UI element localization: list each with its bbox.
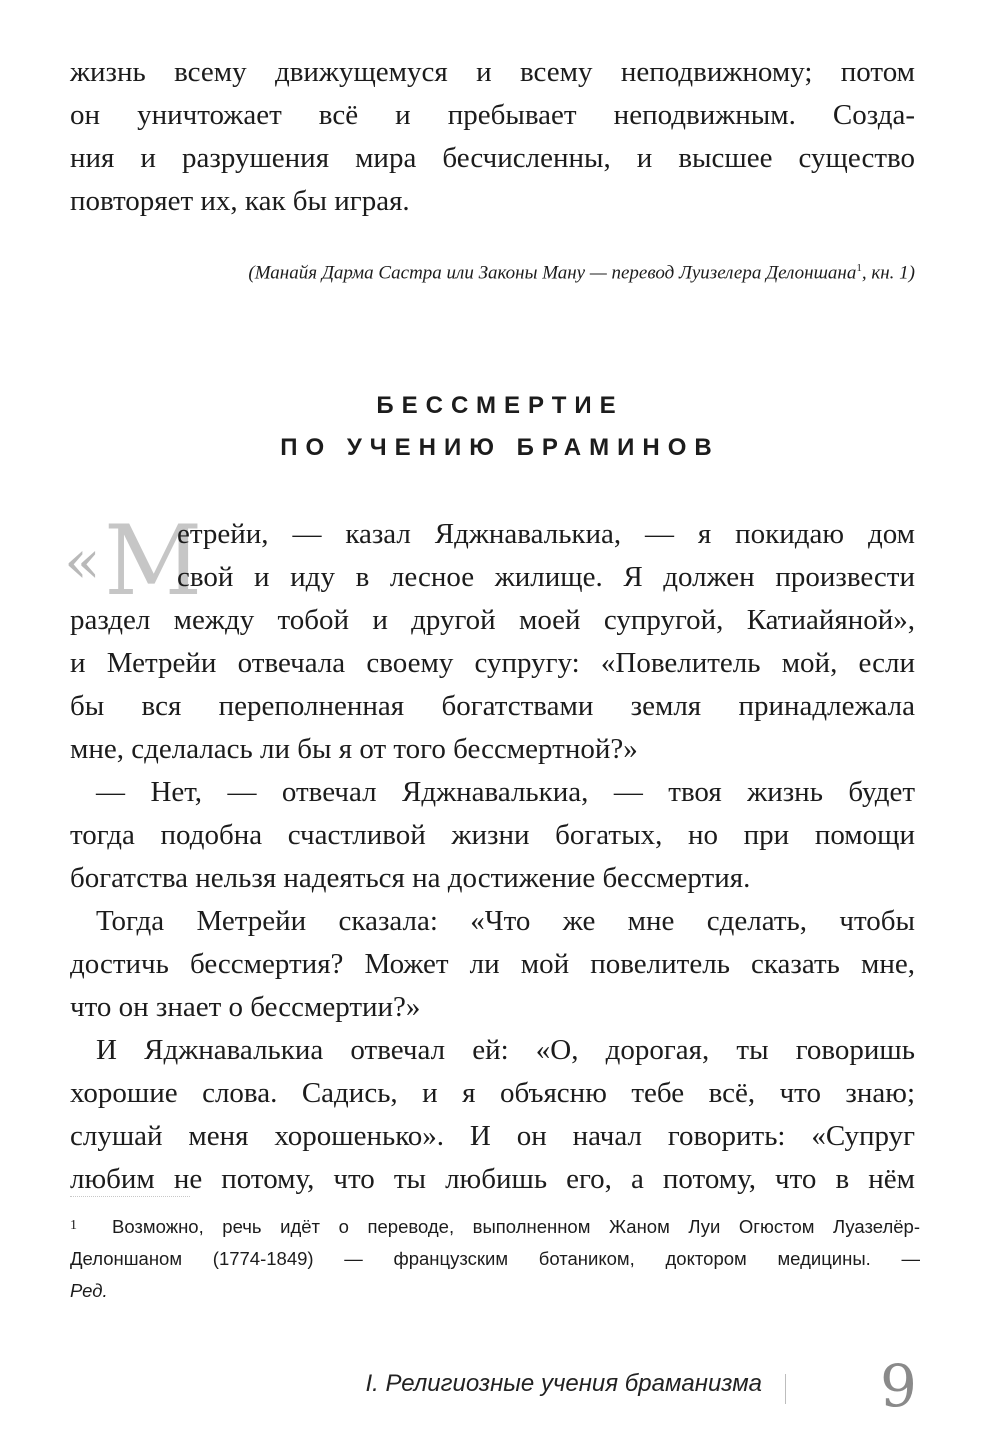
- paragraph-line: достичь бессмертия? Может ли мой повелитель сказать мне,: [70, 948, 915, 980]
- paragraph-line: етрейи, — казал Яджнавалькиа, — я покидаю дом: [177, 518, 915, 550]
- paragraph-line: Тогда Метрейи сказала: «Что же мне сделать, чтобы: [96, 905, 915, 937]
- footer-divider: [785, 1374, 786, 1404]
- footnote-line: Делоншаном (1774-1849) — французским ботаником, доктором медицины. —: [70, 1248, 920, 1269]
- paragraph-line: ния и разрушения мира бесчисленны, и высшее существо: [70, 142, 915, 174]
- paragraph-line: что он знает о бессмертии?»: [70, 991, 421, 1023]
- paragraph-line: тогда подобна счастливой жизни богатых, но при помощи: [70, 819, 915, 851]
- paragraph-line: повторяет их, как бы играя.: [70, 185, 410, 217]
- paragraph-line: мне, сделалась ли бы я от того бессмертной?»: [70, 733, 638, 765]
- paragraph-line: слушай меня хорошенько». И он начал говорить: «Супруг: [70, 1120, 915, 1152]
- running-title: I. Религиозные учения браманизма: [365, 1370, 762, 1397]
- paragraph-line: свой и иду в лесное жилище. Я должен произвести: [177, 561, 915, 593]
- page-number: 9: [880, 1352, 917, 1420]
- citation-text: (Манайя Дарма Састра или Законы Ману — перевод Луизелера Делоншана: [248, 262, 857, 284]
- paragraph-line: бы вся переполненная богатствами земля принадлежала: [70, 690, 915, 722]
- paragraph-line: жизнь всему движущемуся и всему неподвижному; потом: [70, 56, 915, 88]
- footnote-ref: 1: [856, 262, 862, 274]
- section-heading-line-2: ПО УЧЕНИЮ БРАМИНОВ: [280, 434, 720, 461]
- paragraph-line: раздел между тобой и другой моей супругой, Катиайяной»,: [70, 604, 915, 636]
- paragraph-line: богатства нельзя надеяться на достижение бессмертия.: [70, 862, 751, 894]
- section-heading-line-1: БЕССМЕРТИЕ: [376, 392, 624, 419]
- paragraph-line: — Нет, — отвечал Яджнавалькиа, — твоя жизнь будет: [96, 776, 915, 808]
- paragraph-line: он уничтожает всё и пребывает неподвижным. Созда-: [70, 99, 915, 131]
- footnote-line: Возможно, речь идёт о переводе, выполненном Жаном Луи Огюстом Луазелёр-: [112, 1216, 920, 1237]
- paragraph-line: и Метрейи отвечала своему супругу: «Повелитель мой, если: [70, 647, 915, 679]
- citation-tail: , кн. 1): [861, 262, 915, 284]
- drop-cap-letter: М: [104, 505, 203, 617]
- drop-cap: [64, 505, 203, 617]
- paragraph-line: И Яджнавалькиа отвечал ей: «О, дорогая, ты говоришь: [96, 1034, 915, 1066]
- paragraph-line: любим не потому, что ты любишь его, а потому, что в нём: [70, 1163, 915, 1195]
- paragraph-line: хорошие слова. Садись, и я объясню тебе всё, что знаю;: [70, 1077, 915, 1109]
- footnote-separator: [70, 1196, 190, 1197]
- drop-cap-quote: «: [64, 527, 101, 597]
- footnote-mark: 1: [70, 1218, 77, 1233]
- footnote-line: Ред.: [70, 1280, 108, 1301]
- source-citation: [70, 262, 915, 284]
